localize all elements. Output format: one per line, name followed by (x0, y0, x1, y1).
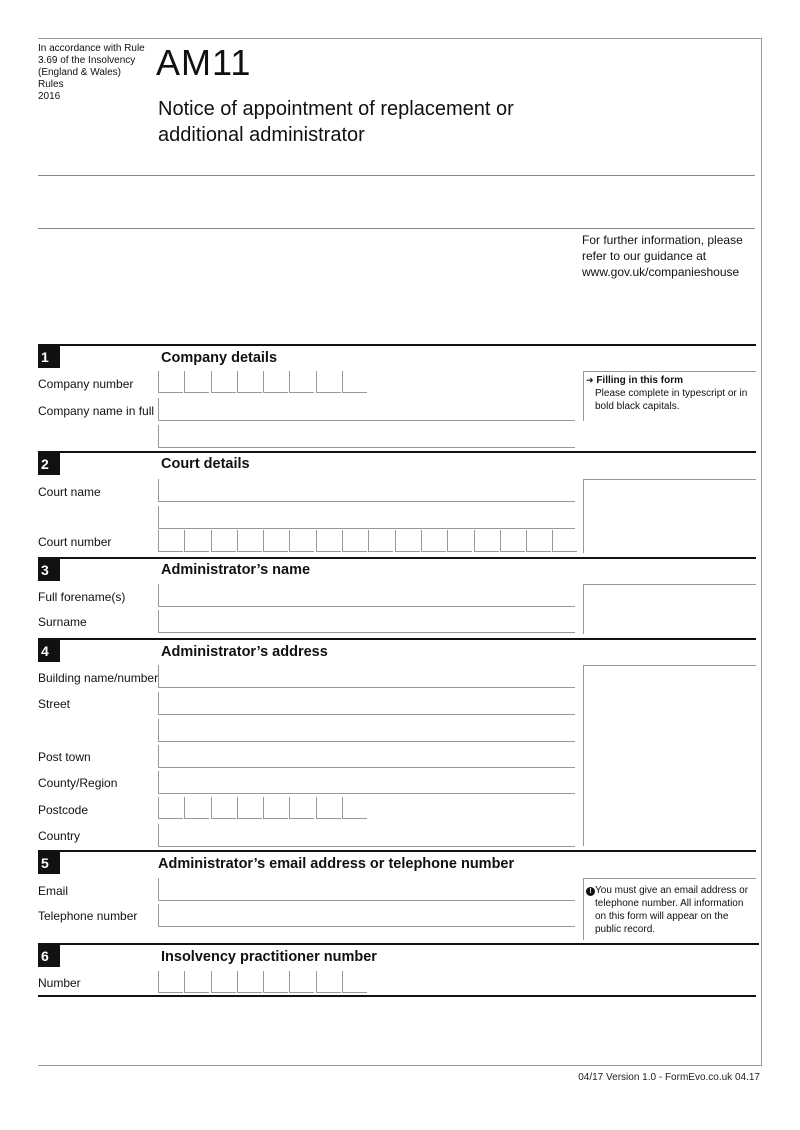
char-box[interactable] (158, 971, 183, 993)
county-field[interactable] (158, 771, 575, 794)
court-name-label: Court name (38, 485, 101, 499)
company-number-label: Company number (38, 377, 134, 391)
guidance-line: For further information, please (582, 233, 743, 247)
char-box[interactable] (316, 797, 341, 819)
char-box[interactable] (184, 530, 209, 552)
rule-line: 2016 (38, 91, 61, 102)
char-box[interactable] (158, 797, 183, 819)
form-title (158, 96, 514, 148)
building-label: Building name/number (38, 671, 159, 685)
footer-version: 04/17 Version 1.0 - FormEvo.co.uk 04.17 (578, 1072, 760, 1083)
telephone-field[interactable] (158, 904, 575, 927)
char-box[interactable] (211, 797, 236, 819)
county-label: County/Region (38, 776, 118, 790)
char-box[interactable] (263, 797, 288, 819)
char-box[interactable] (500, 530, 525, 552)
telephone-label: Telephone number (38, 909, 138, 923)
section-number: 6 (38, 945, 60, 967)
char-box[interactable] (342, 371, 367, 393)
char-box[interactable] (552, 530, 577, 552)
rule-line: 3.69 of the Insolvency (38, 55, 136, 66)
postcode-input[interactable] (158, 797, 368, 819)
company-name-label: Company name in full (38, 404, 155, 418)
char-box[interactable] (158, 530, 183, 552)
email-label: Email (38, 884, 69, 898)
note-line: bold black capitals. (595, 401, 680, 412)
note-heading: Filling in this form (596, 375, 683, 386)
forenames-label: Full forename(s) (38, 590, 126, 604)
building-field[interactable] (158, 665, 575, 688)
char-box[interactable] (526, 530, 551, 552)
page-frame-right (761, 38, 762, 1066)
side-box (583, 665, 755, 846)
section-title: Insolvency practitioner number (161, 949, 377, 965)
divider (38, 228, 755, 229)
char-box[interactable] (184, 797, 209, 819)
court-number-label: Court number (38, 535, 112, 549)
info-icon: ! (586, 887, 595, 896)
street-field-line2[interactable] (158, 719, 575, 742)
note-line: public record. (595, 924, 656, 935)
form-code: AM11 (156, 42, 252, 83)
side-box (583, 479, 755, 553)
court-name-field-line2[interactable] (158, 506, 575, 529)
note-line: on this form will appear on the (595, 911, 729, 922)
char-box[interactable] (289, 971, 314, 993)
char-box[interactable] (211, 530, 236, 552)
surname-field[interactable] (158, 610, 575, 633)
rule-line: In accordance with Rule (38, 43, 145, 54)
company-name-field[interactable] (158, 398, 575, 421)
note-line: telephone number. All information (595, 898, 744, 909)
char-box[interactable] (211, 971, 236, 993)
char-box[interactable] (474, 530, 499, 552)
char-box[interactable] (342, 971, 367, 993)
char-box[interactable] (263, 971, 288, 993)
note-line: Please complete in typescript or in (595, 388, 748, 399)
char-box[interactable] (184, 371, 209, 393)
char-box[interactable] (237, 530, 262, 552)
ip-number-label: Number (38, 976, 81, 990)
postcode-label: Postcode (38, 803, 89, 817)
section-title: Administrator’s name (161, 562, 311, 578)
guidance-line: www.gov.uk/companieshouse (582, 265, 740, 279)
char-box[interactable] (342, 797, 367, 819)
surname-label: Surname (38, 615, 87, 629)
street-field[interactable] (158, 692, 575, 715)
street-label: Street (38, 697, 71, 711)
section-rule (38, 850, 756, 852)
char-box[interactable] (289, 530, 314, 552)
side-box (583, 584, 755, 634)
section-number: 4 (38, 640, 60, 662)
char-box[interactable] (316, 371, 341, 393)
company-name-field-line2[interactable] (158, 425, 575, 448)
char-box[interactable] (211, 371, 236, 393)
char-box[interactable] (237, 371, 262, 393)
arrow-right-icon: ➜ (586, 375, 594, 385)
section-number: 2 (38, 453, 60, 475)
rule-line: (England & Wales) Rules (38, 67, 121, 90)
ip-number-input[interactable] (158, 971, 368, 993)
rule-reference (38, 43, 148, 103)
guidance-text (582, 232, 743, 280)
country-label: Country (38, 829, 81, 843)
court-number-input[interactable] (158, 530, 579, 552)
char-box[interactable] (263, 371, 288, 393)
country-field[interactable] (158, 824, 575, 847)
char-box[interactable] (316, 971, 341, 993)
post-town-label: Post town (38, 750, 91, 764)
section-title: Court details (161, 456, 250, 472)
divider (38, 175, 755, 176)
char-box[interactable] (263, 530, 288, 552)
char-box[interactable] (158, 371, 183, 393)
guidance-line: refer to our guidance at (582, 249, 707, 263)
char-box[interactable] (184, 971, 209, 993)
contact-note (586, 884, 754, 936)
section-rule (38, 344, 756, 346)
filling-note (586, 374, 754, 413)
court-name-field[interactable] (158, 479, 575, 502)
email-field[interactable] (158, 878, 575, 901)
section-rule (38, 943, 759, 945)
form-title-line: Notice of appointment of replacement or (158, 98, 514, 120)
char-box[interactable] (395, 530, 420, 552)
char-box[interactable] (237, 971, 262, 993)
page-frame-top (38, 38, 762, 39)
char-box[interactable] (342, 530, 367, 552)
char-box[interactable] (368, 530, 393, 552)
note-line: You must give an email address or (595, 885, 749, 896)
company-number-input[interactable] (158, 371, 368, 393)
section-rule (38, 451, 756, 453)
char-box[interactable] (289, 371, 314, 393)
forenames-field[interactable] (158, 584, 575, 607)
section-end-rule (38, 995, 756, 997)
char-box[interactable] (289, 797, 314, 819)
char-box[interactable] (421, 530, 446, 552)
section-number: 5 (38, 852, 60, 874)
page-frame-bottom (38, 1065, 762, 1066)
char-box[interactable] (237, 797, 262, 819)
section-title: Administrator’s email address or telephone number (158, 856, 515, 872)
form-title-line: additional administrator (158, 124, 365, 146)
section-number: 3 (38, 559, 60, 581)
section-title: Administrator’s address (161, 644, 328, 660)
post-town-field[interactable] (158, 745, 575, 768)
section-number: 1 (38, 346, 60, 368)
section-rule (38, 638, 756, 640)
section-title: Company details (161, 350, 278, 366)
char-box[interactable] (316, 530, 341, 552)
section-rule (38, 557, 756, 559)
char-box[interactable] (447, 530, 472, 552)
